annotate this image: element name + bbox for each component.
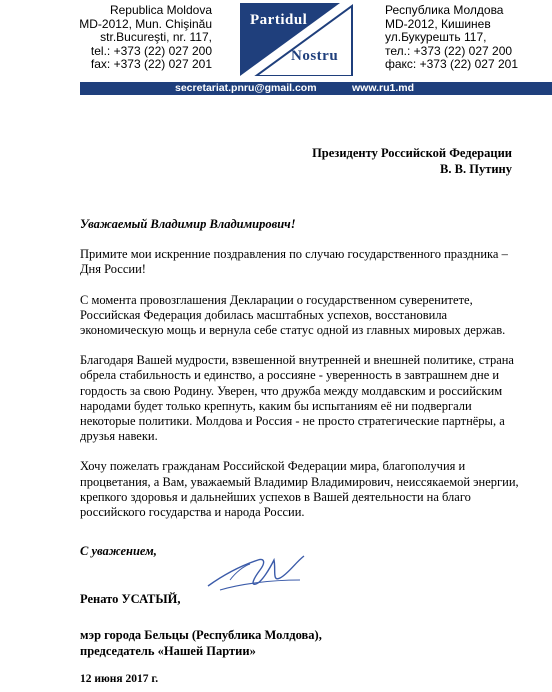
paragraph: С момента провозглашения Декларации о государственном суверенитете, Российская Федерация добилась масштабных успехов, восстановила экономическую мощь и вернула себе статус одной из главных мировых держав. (80, 292, 506, 338)
paragraph: Благодаря Вашей мудрости, взвешенной внутренней и внешней политике, страна обрела стабильность и единство, а россияне - уверенность в завтрашнем дне и гордость за свою Родину. Уверен, что дружба между молдавским и российским народами будет только крепнуть, каким бы испытаниям её ни подвергали некоторые политики. Молдова и Россия - не просто стратегические партнёры, а друзья навеки. (80, 353, 514, 444)
party-logo (240, 3, 355, 76)
logo-text-nostru: Nostru (291, 48, 339, 64)
salutation: Уважаемый Владимир Владимирович! (80, 217, 296, 231)
address-line: Republica Moldova (109, 3, 212, 17)
email-text: secretariat.pnru@gmail.com (175, 82, 317, 94)
address-romanian (79, 4, 212, 72)
address-line: Республика Молдова (385, 3, 504, 17)
website-text: www.ru1.md (352, 82, 415, 94)
address-line: факс: +373 (22) 027 201 (385, 57, 519, 72)
address-line: MD-2012, Кишинев (385, 16, 491, 31)
signer-title-line1: мэр города Бельцы (Республика Молдова), (80, 628, 322, 642)
signature-mark (200, 550, 310, 595)
address-line: tel.: +373 (22) 027 200 (90, 43, 212, 58)
address-line: MD-2012, Mun. Chişinău (79, 16, 212, 31)
address-line: fax: +373 (22) 027 201 (90, 57, 212, 72)
address-line: ул.Букурешть 117, (385, 30, 487, 45)
signer-title (80, 627, 322, 659)
letterhead (0, 0, 552, 96)
address-line: str.Bucureşti, nr. 117, (100, 30, 212, 45)
logo-text-partidul: Partidul (250, 12, 308, 28)
letter-body (80, 217, 520, 535)
paragraph: Примите мои искренние поздравления по случаю государственного праздника – Дня России! (80, 247, 508, 277)
paragraph: Хочу пожелать гражданам Российской Федерации мира, благополучия и процветания, а Вам, уважаемый Владимир Владимирович, неиссякаемой энергии, крепкого здоровья и дальнейших успехов в Вашей деятельности на благо российского государства и народа России. (80, 459, 519, 520)
closing: С уважением, (80, 544, 157, 558)
addressee-block (312, 145, 512, 177)
address-russian (385, 4, 518, 72)
contact-bar (80, 82, 552, 95)
signer-name: Ренато УСАТЫЙ, (80, 592, 181, 606)
address-line: тел.: +373 (22) 027 200 (385, 43, 513, 58)
signer-title-line2: председатель «Нашей Партии» (80, 644, 256, 658)
addressee-line1: Президенту Российской Федерации (312, 146, 512, 160)
letter-date: 12 июня 2017 г. (80, 673, 159, 685)
addressee-line2: В. В. Путину (440, 162, 512, 176)
